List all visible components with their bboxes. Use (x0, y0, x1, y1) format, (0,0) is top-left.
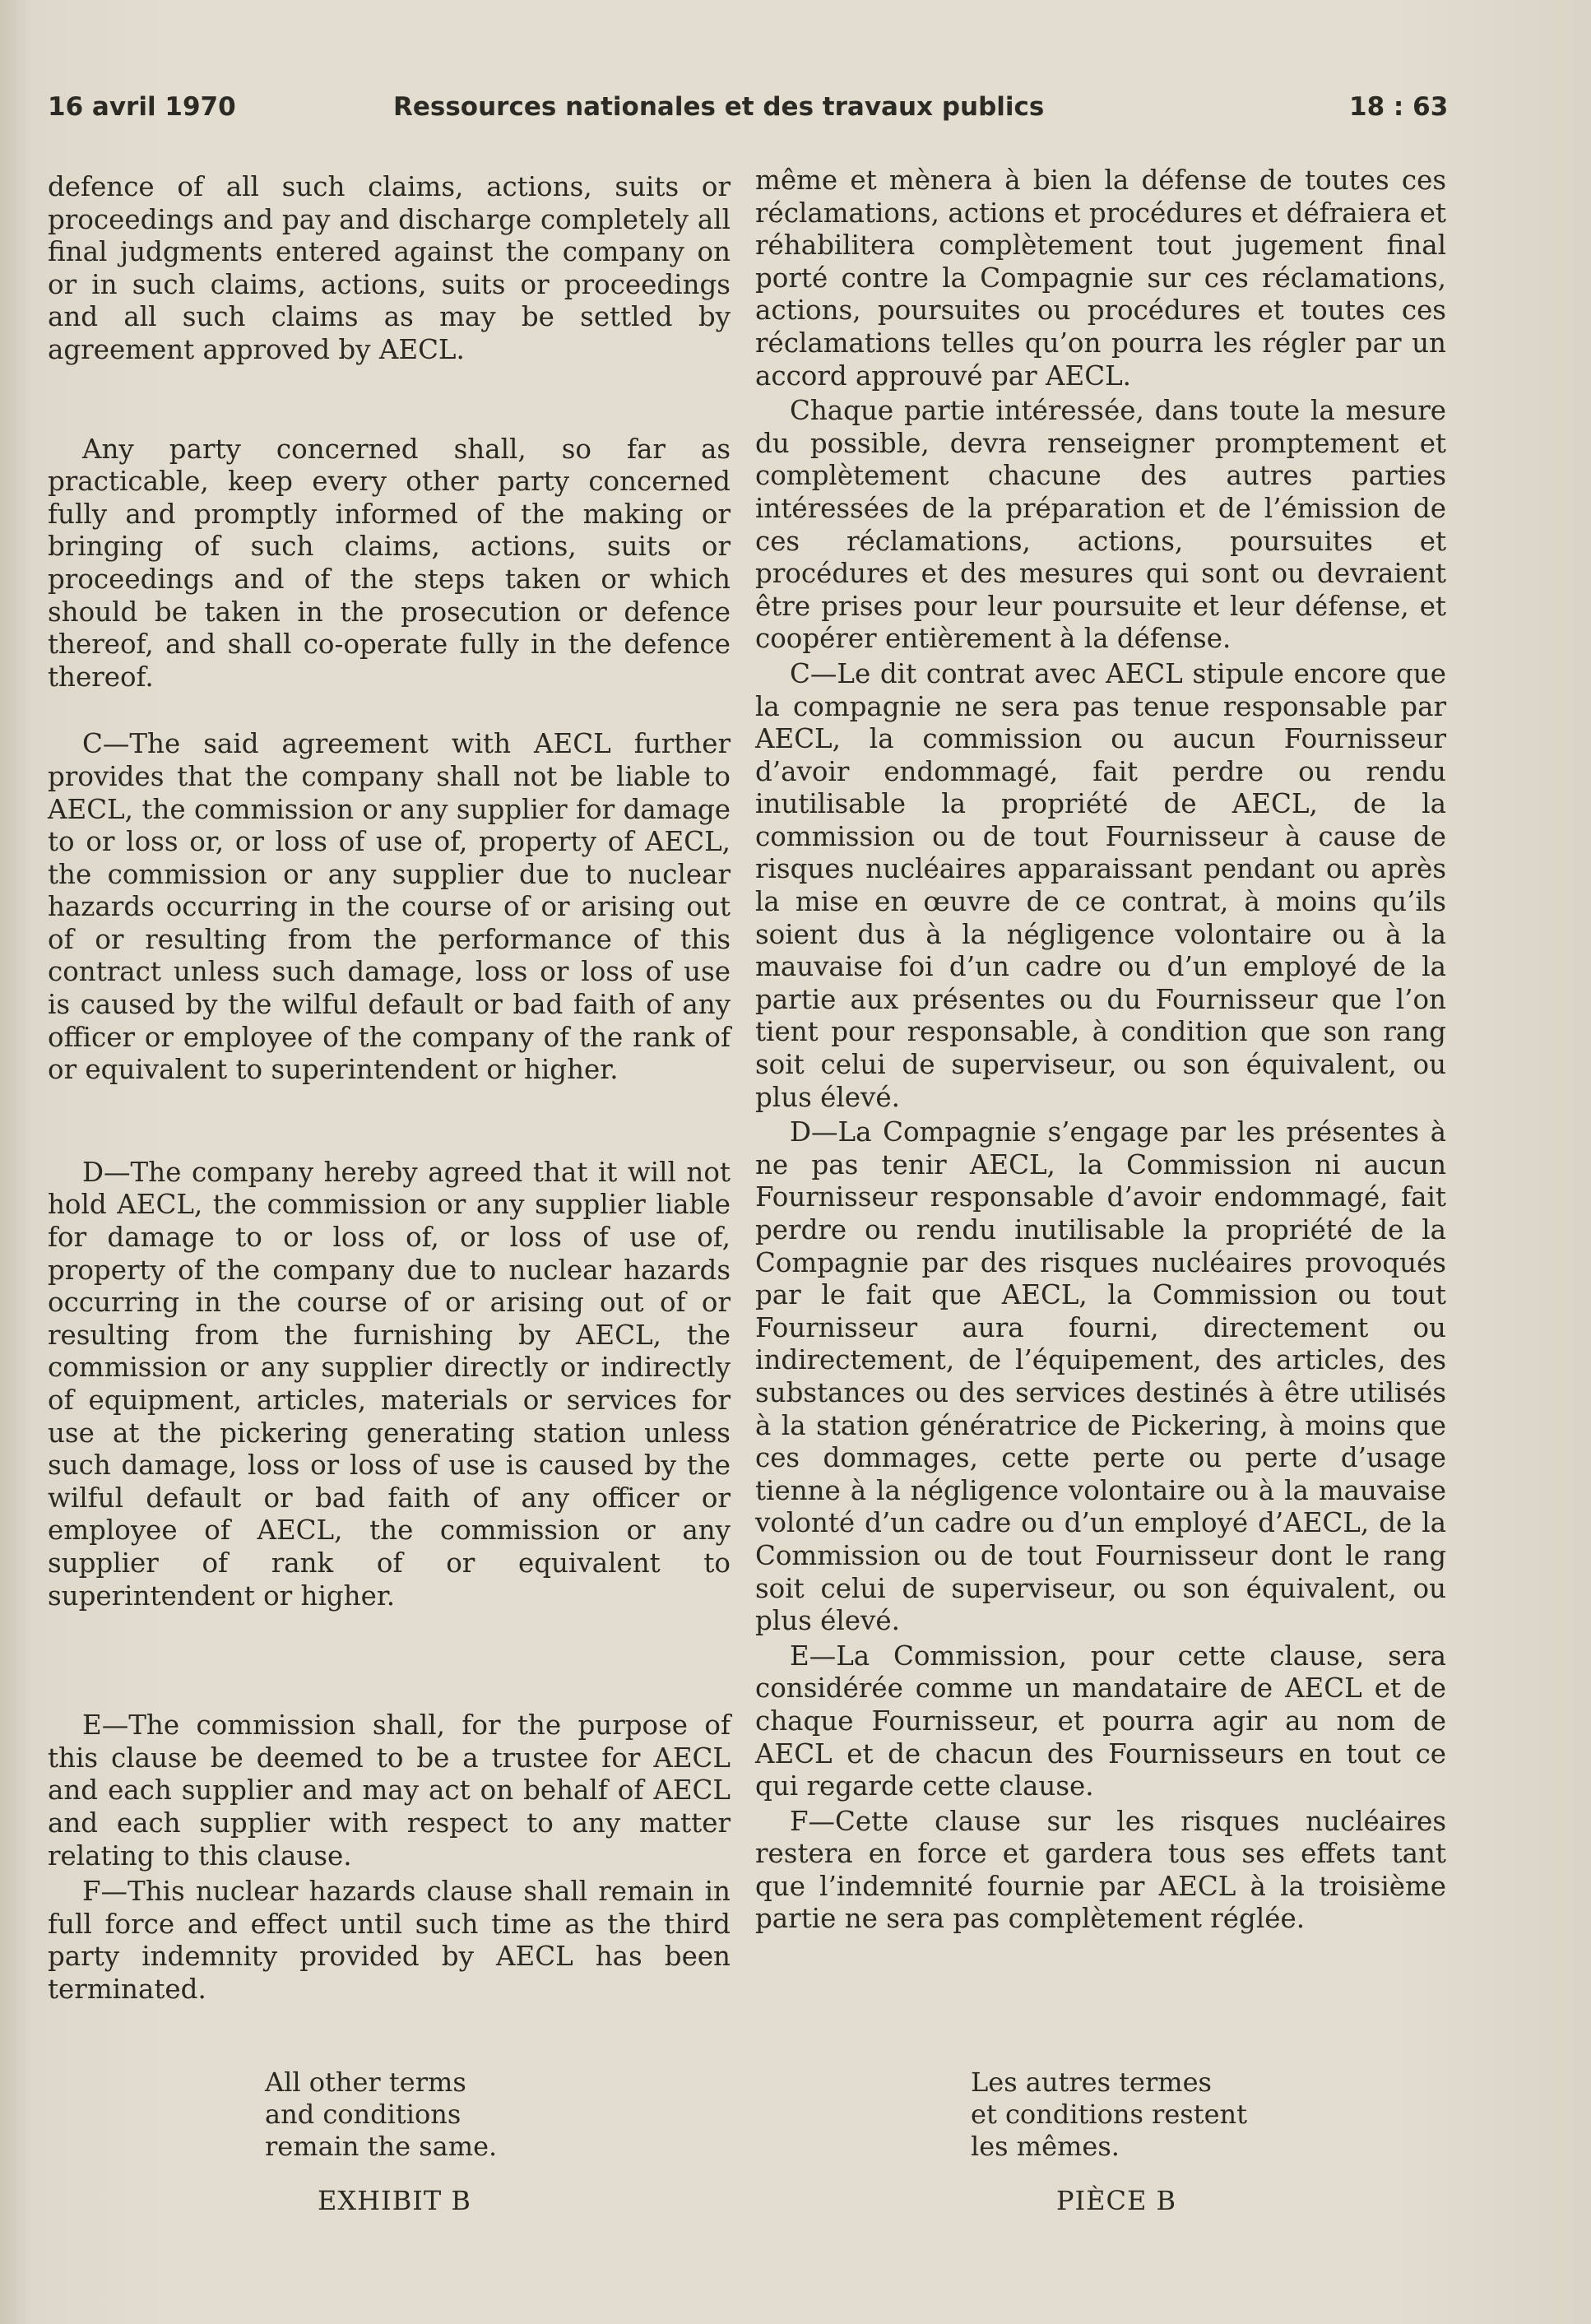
english-paragraph-notice: Any party concerned shall, so far as practicable, keep every other party concerned fully and promptly informed of the making or bringing of such claims, actions, suits or proceedings and of the steps taken or which should be taken in the prosecution or defence thereof, and shall co-operate fully in the defence thereof. (48, 433, 731, 693)
french-exhibit-heading: PIÈCE B (1056, 2185, 1177, 2216)
english-clause-c: C—The said agreement with AECL further provides that the company shall not be liable to AECL, the commission or any supplier for damage to or loss or, or loss of use of, property of AECL, the commission or any supplier due to nuclear hazards occurring in the course of or arising out of or resulting from the performance of this contract unless such damage, loss or loss of use is caused by the wilful default or bad faith of any officer or employee of the company of the rank of or equivalent to superintendent or higher. (48, 728, 731, 1086)
french-clause-e: E—La Commission, pour cette clause, sera considérée comme un mandataire de AECL et de chaque Fournisseur, et pourra agir au nom de AECL et de chacun des Fournisseurs en tout ce qui regarde cette clause. (755, 1640, 1446, 1802)
english-clause-f: F—This nuclear hazards clause shall remain in full force and effect until such time as the third party indemnity provided by AECL has been terminated. (48, 1876, 731, 2005)
french-closing-line-1: Les autres termes (971, 2067, 1212, 2098)
english-closing-line-1: All other terms (265, 2067, 466, 2098)
french-clause-d: D—La Compagnie s’engage par les présentes à ne pas tenir AECL, la Commission ni aucun Fournisseur responsable d’avoir endommagé, fait perdre ou rendu inutilisable la propriété de la Compagnie par des risques nucléaires provoqués par le fait que AECL, la Commission ou tout Fournisseur aura fourni, directement ou indirectement, de l’équipement, des articles, des substances ou des services destinés à être utilisés à la station génératrice de Pickering, à moins que ces dommages, cette perte ou perte d’usage tienne à la négligence volontaire ou à la mauvaise volonté d’un cadre ou d’un employé d’AECL, de la Commission ou de tout Fournisseur dont le rang soit celui de superviseur, ou son équivalent, ou plus élevé. (755, 1116, 1446, 1637)
english-clause-e: E—The commission shall, for the purpose of this clause be deemed to be a trustee for AECL and each supplier and may act on behalf of AECL and each supplier with respect to any matter relating to this clause. (48, 1709, 731, 1872)
french-closing (971, 2067, 1247, 2163)
french-closing-line-2: et conditions restent (971, 2099, 1247, 2130)
english-clause-d: D—The company hereby agreed that it will not hold AECL, the commission or any supplier liable for damage to or loss of, or loss of use of, property of the company due to nuclear hazards occurring in the course of or arising out of or resulting from the furnishing by AECL, the commission or any supplier directly or indirectly of equipment, articles, materials or services for use at the pickering generating station unless such damage, loss or loss of use is caused by the wilful default or bad faith of any officer or employee of AECL, the commission or any supplier of rank of or equivalent to superintendent or higher. (48, 1156, 731, 1612)
english-paragraph-defence: defence of all such claims, actions, suits or proceedings and pay and discharge completely all final judgments entered against the company on or in such claims, actions, suits or proceedings and all such claims as may be settled by agreement approved by AECL. (48, 171, 731, 365)
french-clause-f: F—Cette clause sur les risques nucléaires restera en force et gardera tous ses effets tant que l’indemnité fournie par AECL à la troisième partie ne sera pas complètement réglée. (755, 1805, 1446, 1935)
header-title: Ressources nationales et des travaux publics (393, 92, 1045, 122)
english-closing-line-2: and conditions (265, 2099, 462, 2130)
french-column (755, 165, 1446, 1936)
french-clause-c: C—Le dit contrat avec AECL stipule encore que la compagnie ne sera pas tenue responsable par AECL, la commission ou aucun Fournisseur d’avoir endommagé, fait perdre ou rendu inutilisable la propriété de AECL, de la commission ou de tout Fournisseur à cause de risques nucléaires apparaissant pendant ou après la mise en œuvre de ce contrat, à moins qu’ils soient dus à la négligence volontaire ou à la mauvaise foi d’un cadre ou d’un employé de la partie aux présentes ou du Fournisseur que l’on tient pour responsable, à condition que son rang soit celui de superviseur, ou son équivalent, ou plus élevé. (755, 657, 1446, 1113)
french-paragraph-notice: Chaque partie intéressée, dans toute la mesure du possible, devra renseigner promptement et complètement chacune des autres parties intéressées de la préparation et de l’émission de ces réclamations, actions, poursuites et procédures et des mesures qui sont ou devraient être prises pour leur poursuite et leur défense, et coopérer entièrement à la défense. (755, 395, 1446, 655)
english-closing (265, 2067, 497, 2163)
header-page-number: 18 : 63 (1349, 92, 1449, 122)
header-date: 16 avril 1970 (48, 92, 236, 122)
page-header (48, 92, 1449, 133)
english-column (48, 171, 731, 2006)
french-closing-line-3: les mêmes. (971, 2131, 1120, 2162)
french-paragraph-defence: même et mènera à bien la défense de toutes ces réclamations, actions et procédures et défraiera et réhabilitera complètement tout jugement final porté contre la Compagnie sur ces réclamations, actions, poursuites ou procédures et toutes ces réclamations telles qu’on pourra les régler par un accord approuvé par AECL. (755, 165, 1446, 392)
english-exhibit-heading: EXHIBIT B (318, 2185, 471, 2216)
english-closing-line-3: remain the same. (265, 2131, 498, 2162)
